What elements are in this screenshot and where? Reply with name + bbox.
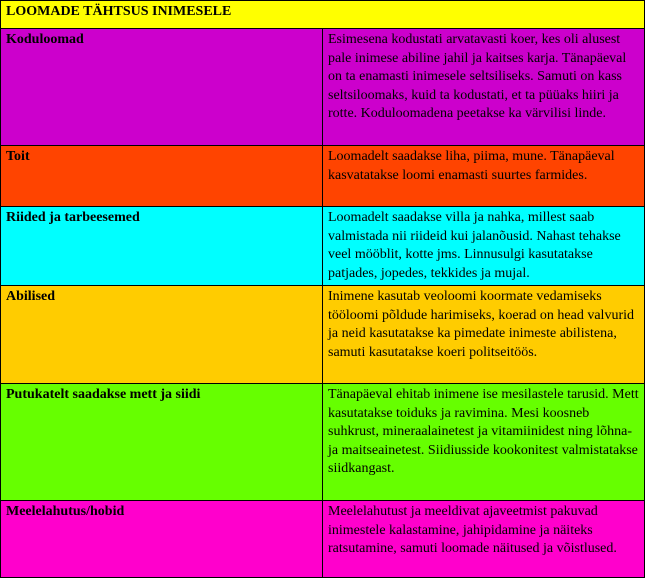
table-row-riided bbox=[1, 207, 645, 286]
row-label: Toit bbox=[1, 146, 323, 207]
table-row-koduloomad bbox=[1, 29, 645, 146]
row-description: Tänapäeval ehitab inimene ise mesilastele tarusid. Mett kasutatakse toiduks ja ravimina. Mesi koosneb suhkrust, mineraalainetest ja vitamiinidest ning lõhna- ja maitseainetest. Siidiusside kookonitest valmistatakse siidkangast. bbox=[323, 384, 645, 501]
row-description: Loomadelt saadakse villa ja nahka, millest saab valmistada nii riideid kui jalanõusid. Nahast tehakse veel mööblit, kotte jms. Linnusulgi kasutatakse patjades, jopedes, tekkides ja mujal. bbox=[323, 207, 645, 286]
table-row-abilised bbox=[1, 286, 645, 384]
table-title-row bbox=[1, 1, 645, 29]
row-label: Abilised bbox=[1, 286, 323, 384]
table-row-toit bbox=[1, 146, 645, 207]
row-label: Putukatelt saadakse mett ja siidi bbox=[1, 384, 323, 501]
row-label: Koduloomad bbox=[1, 29, 323, 146]
row-description: Meelelahutust ja meeldivat ajaveetmist pakuvad inimestele kalastamine, jahipidamine ja näiteks ratsutamine, samuti loomade näitused ja võistlused. bbox=[323, 501, 645, 578]
table-row-putukad bbox=[1, 384, 645, 501]
table-row-meelelahutus bbox=[1, 501, 645, 578]
table-title: LOOMADE TÄHTSUS INIMESELE bbox=[1, 1, 645, 29]
row-label: Meelelahutus/hobid bbox=[1, 501, 323, 578]
row-description: Loomadelt saadakse liha, piima, mune. Tänapäeval kasvatatakse loomi enamasti suurtes farmides. bbox=[323, 146, 645, 207]
row-label: Riided ja tarbeesemed bbox=[1, 207, 323, 286]
row-description: Esimesena kodustati arvatavasti koer, kes oli alusest pale inimese abiline jahil ja kaitses karja. Tänapäeval on ta enamasti inimesele seltsiliseks. Samuti on kass seltsiloomaks, kuid ta kodustati, et ta püüaks hiiri ja rotte. Koduloomadena peetakse ka värvilisi linde. bbox=[323, 29, 645, 146]
row-description: Inimene kasutab veoloomi koormate vedamiseks tööloomi põldude harimiseks, koerad on head valvurid ja neid kasutatakse ka pimedate inimeste abilistena, samuti kasutatakse koeri politseitöös. bbox=[323, 286, 645, 384]
